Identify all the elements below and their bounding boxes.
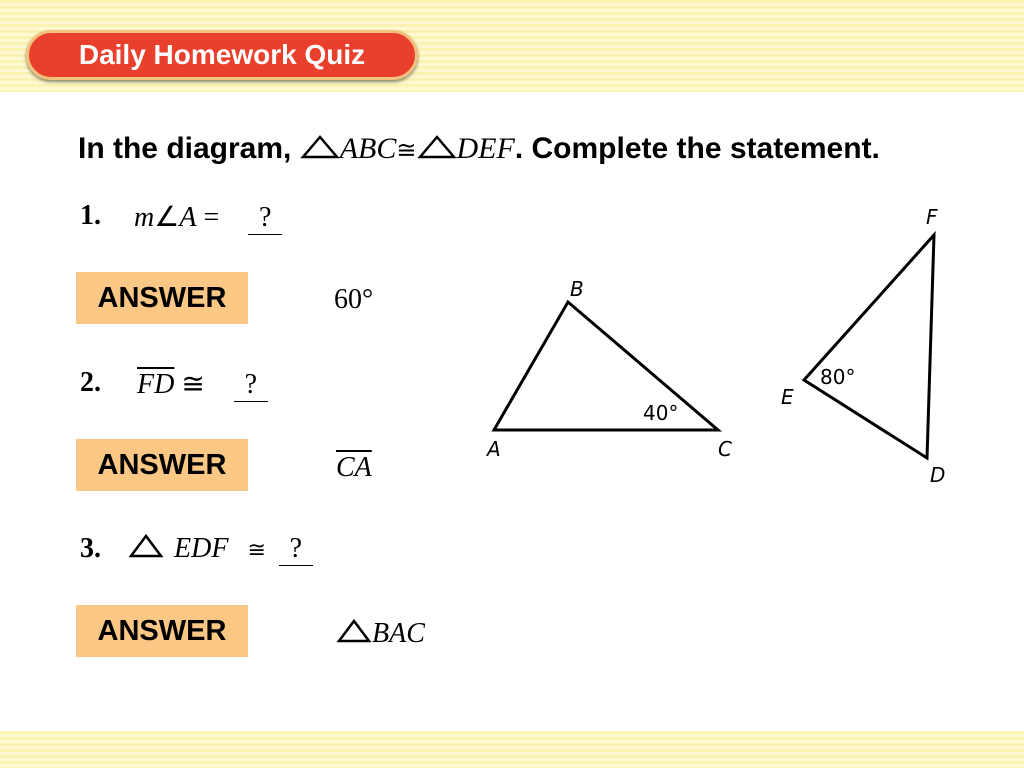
question-3-number: 3.: [80, 533, 101, 564]
vertex-e-label: E: [781, 385, 794, 409]
angle-e-label: 80°: [820, 365, 856, 389]
question-1-expression: [134, 200, 282, 235]
vertex-c-label: C: [718, 437, 732, 461]
answer-3-text: BAC: [372, 618, 425, 649]
triangle-abc: [485, 277, 732, 461]
page-title: Daily Homework Quiz: [78, 39, 366, 70]
answer-2-label: ANSWER: [76, 439, 248, 491]
question-2-number: 2.: [80, 367, 101, 398]
prompt-congruent: ≅: [396, 138, 417, 164]
question-3-blank: ?: [279, 533, 313, 566]
answer-3-value: [336, 618, 425, 650]
answer-1-value: 60°: [334, 284, 374, 315]
triangle-icon: [336, 618, 372, 644]
question-1-number: 1.: [80, 200, 101, 231]
vertex-b-label: B: [570, 277, 584, 301]
question-2-subject: $\overline{FD}$: [137, 369, 175, 400]
answer-3-label: ANSWER: [76, 605, 248, 657]
vertex-d-label: D: [930, 463, 946, 487]
question-1-relation: =: [203, 202, 220, 233]
title-badge: [26, 30, 418, 80]
question-3-relation: ≅: [247, 537, 266, 562]
angle-icon: ∠: [154, 202, 180, 233]
prompt-tail: . Complete the statement.: [514, 132, 880, 165]
question-3-subject: EDF: [174, 533, 229, 564]
prompt-lead: In the diagram,: [78, 132, 292, 165]
question-1-subject: A: [179, 202, 197, 233]
question-2-expression: [137, 367, 268, 402]
triangle-icon: [417, 134, 457, 160]
question-2-relation: ≅: [181, 369, 205, 400]
triangle-icon: [128, 533, 164, 559]
question-3-expression: [128, 533, 313, 566]
vertex-f-label: F: [926, 205, 938, 229]
question-2-blank: ?: [234, 369, 268, 402]
instruction-text: [78, 132, 880, 166]
triangle-def: [781, 205, 945, 487]
question-1-blank: ?: [248, 202, 282, 235]
measure-symbol: m: [134, 202, 155, 233]
triangle-icon: [300, 134, 340, 160]
vertex-a-label: A: [487, 437, 501, 461]
answer-2-value: $\overline{CA}$: [336, 452, 372, 483]
prompt-triangle-2: DEF: [456, 132, 515, 165]
angle-c-label: 40°: [643, 401, 679, 425]
answer-1-label: ANSWER: [76, 272, 248, 324]
footer-band: [0, 731, 1024, 768]
prompt-triangle-1: ABC: [339, 132, 397, 165]
